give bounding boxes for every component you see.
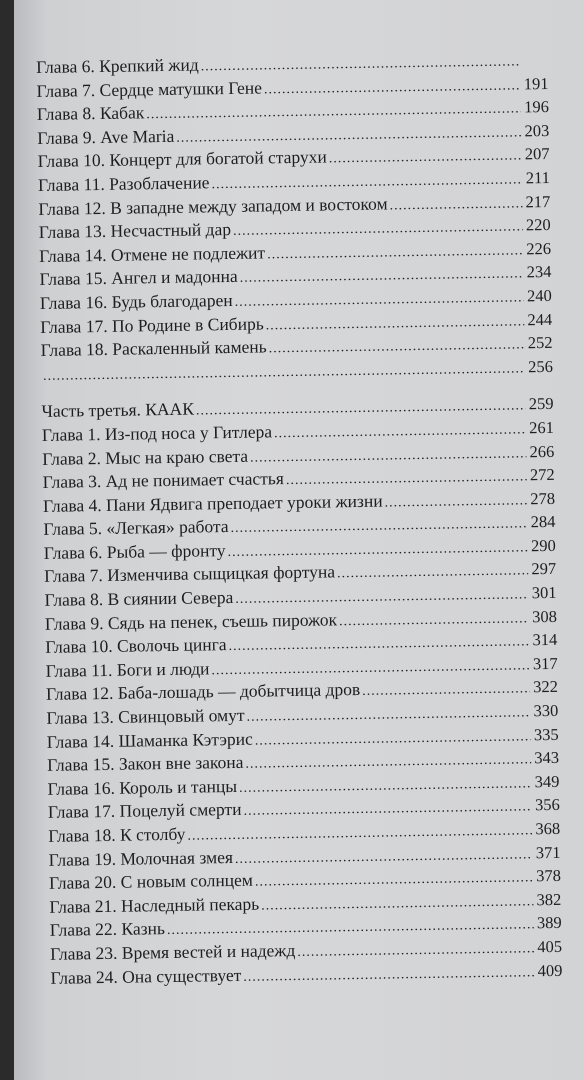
entry-page: 234: [526, 262, 552, 282]
entry-title: Глава 13. Несчастный дар: [38, 219, 232, 243]
entry-page: 343: [534, 748, 560, 768]
entry-title: Глава 12. В западне между западом и востоком: [38, 193, 388, 219]
entry-title: Глава 11. Разоблачение: [37, 172, 210, 195]
entry-title: Глава 14. Отмене не подлежит: [38, 242, 266, 266]
entry-title: Глава 9. Ave Maria: [37, 125, 175, 148]
entry-page: 322: [533, 677, 559, 697]
entry-page: 290: [530, 535, 556, 556]
entry-title: Глава 10. Сволочь цинга: [45, 634, 227, 658]
entry-page: 371: [535, 842, 561, 862]
dot-leader: [384, 489, 527, 515]
entry-page: 211: [525, 167, 551, 188]
entry-page: 203: [524, 120, 550, 141]
entry-page: 314: [532, 630, 558, 650]
entry-page: 196: [523, 97, 550, 117]
entry-page: 356: [534, 795, 560, 815]
entry-page: 405: [537, 936, 563, 957]
entry-page: 278: [530, 488, 556, 508]
entry-title: Часть третья. КААК: [41, 398, 195, 422]
entry-page: 217: [525, 191, 551, 211]
table-of-contents: [36, 48, 563, 990]
entry-page: 240: [526, 285, 552, 306]
entry-title: Глава 12. Баба-лошадь — добытчица дров: [45, 679, 361, 705]
entry-title: Глава 2. Мыс на краю света: [42, 445, 249, 469]
entry-page: 335: [533, 724, 559, 744]
book-page: [14, 0, 584, 1080]
entry-title: Глава 10. Концерт для богатой старухи: [37, 146, 327, 172]
dot-leader: [337, 560, 528, 587]
entry-title: Глава 18. Раскаленный камень: [40, 336, 267, 361]
entry-page: 256: [528, 356, 554, 377]
entry-page: 297: [531, 559, 557, 579]
entry-page: 244: [527, 309, 553, 329]
toc-section-part-two: [36, 48, 553, 386]
dot-leader: [329, 145, 522, 172]
entry-title: Глава 7. Изменчива сыщицкая фортуна: [44, 561, 336, 587]
entry-title: Глава 17. По Родине в Сибирь: [40, 312, 264, 337]
entry-title: Глава 20. С новым солнцем: [48, 869, 254, 894]
entry-page: 330: [533, 700, 559, 721]
entry-page: 272: [529, 465, 555, 485]
entry-page: 317: [532, 653, 558, 674]
entry-page: 226: [526, 238, 552, 259]
entry-title: Глава 15. Ангел и мадонна: [39, 266, 238, 290]
entry-title: Глава 17. Поцелуй смерти: [47, 799, 242, 823]
entry-title: Глава 3. Ад не понимает счастья: [42, 468, 285, 493]
entry-title: Глава 5. «Легкая» работа: [43, 516, 229, 540]
dot-leader: [43, 357, 525, 388]
entry-title: Глава 13. Свинцовый омут: [46, 704, 245, 728]
toc-section-part-three: [41, 392, 562, 990]
entry-title: Глава 6. Крепкий жид: [36, 54, 199, 77]
entry-page: 378: [536, 866, 562, 886]
dot-leader: [362, 678, 530, 704]
entry-title: Глава 4. Пани Ядвига преподает уроки жизни: [42, 490, 383, 516]
entry-page: 308: [531, 606, 558, 626]
entry-page: 259: [528, 394, 554, 414]
entry-title: Глава 8. Кабак: [36, 102, 145, 125]
entry-page: 220: [525, 215, 551, 235]
entry-page: 382: [536, 889, 562, 910]
entry-page: 207: [524, 144, 550, 164]
entry-title: Глава 7. Сердце матушки Гене: [36, 77, 263, 101]
entry-title: Глава 19. Молочная змея: [48, 846, 234, 870]
entry-title: Глава 14. Шаманка Кэтэрис: [46, 728, 253, 752]
entry-page: 284: [530, 512, 556, 532]
entry-page: 389: [536, 913, 562, 933]
entry-page: 368: [535, 818, 561, 839]
entry-title: Глава 8. В сиянии Севера: [44, 587, 234, 610]
entry-title: Глава 6. Рыба — фронту: [43, 539, 226, 563]
entry-page: 349: [534, 771, 560, 792]
dot-leader: [243, 961, 534, 989]
dot-leader: [339, 607, 529, 634]
entry-title: Глава 23. Время вестей и надежд: [49, 940, 296, 964]
entry-page: 266: [529, 441, 555, 461]
entry-title: Глава 16. Король и танцы: [47, 775, 238, 799]
entry-page: 261: [529, 417, 555, 438]
entry-title: Глава 15. Закон вне закона: [46, 752, 244, 776]
entry-page: 252: [527, 333, 553, 353]
dot-leader: [389, 192, 522, 218]
entry-title: Глава 11. Боги и люди: [45, 658, 210, 681]
entry-title: Глава 24. Она существует: [50, 964, 242, 988]
entry-title: Глава 21. Наследный пекарь: [49, 893, 260, 917]
entry-title: Глава 9. Сядь на пенек, съешь пирожок: [44, 608, 338, 634]
entry-title: Глава 1. Из-под носа у Гитлера: [41, 421, 273, 445]
entry-title: Глава 22. Казнь: [49, 918, 166, 941]
entry-page: 191: [523, 73, 549, 93]
entry-page: 301: [531, 582, 557, 603]
entry-title: Глава 18. К столбу: [48, 823, 186, 846]
entry-page: 409: [537, 960, 563, 980]
entry-title: Глава 16. Будь благодарен: [39, 289, 233, 313]
